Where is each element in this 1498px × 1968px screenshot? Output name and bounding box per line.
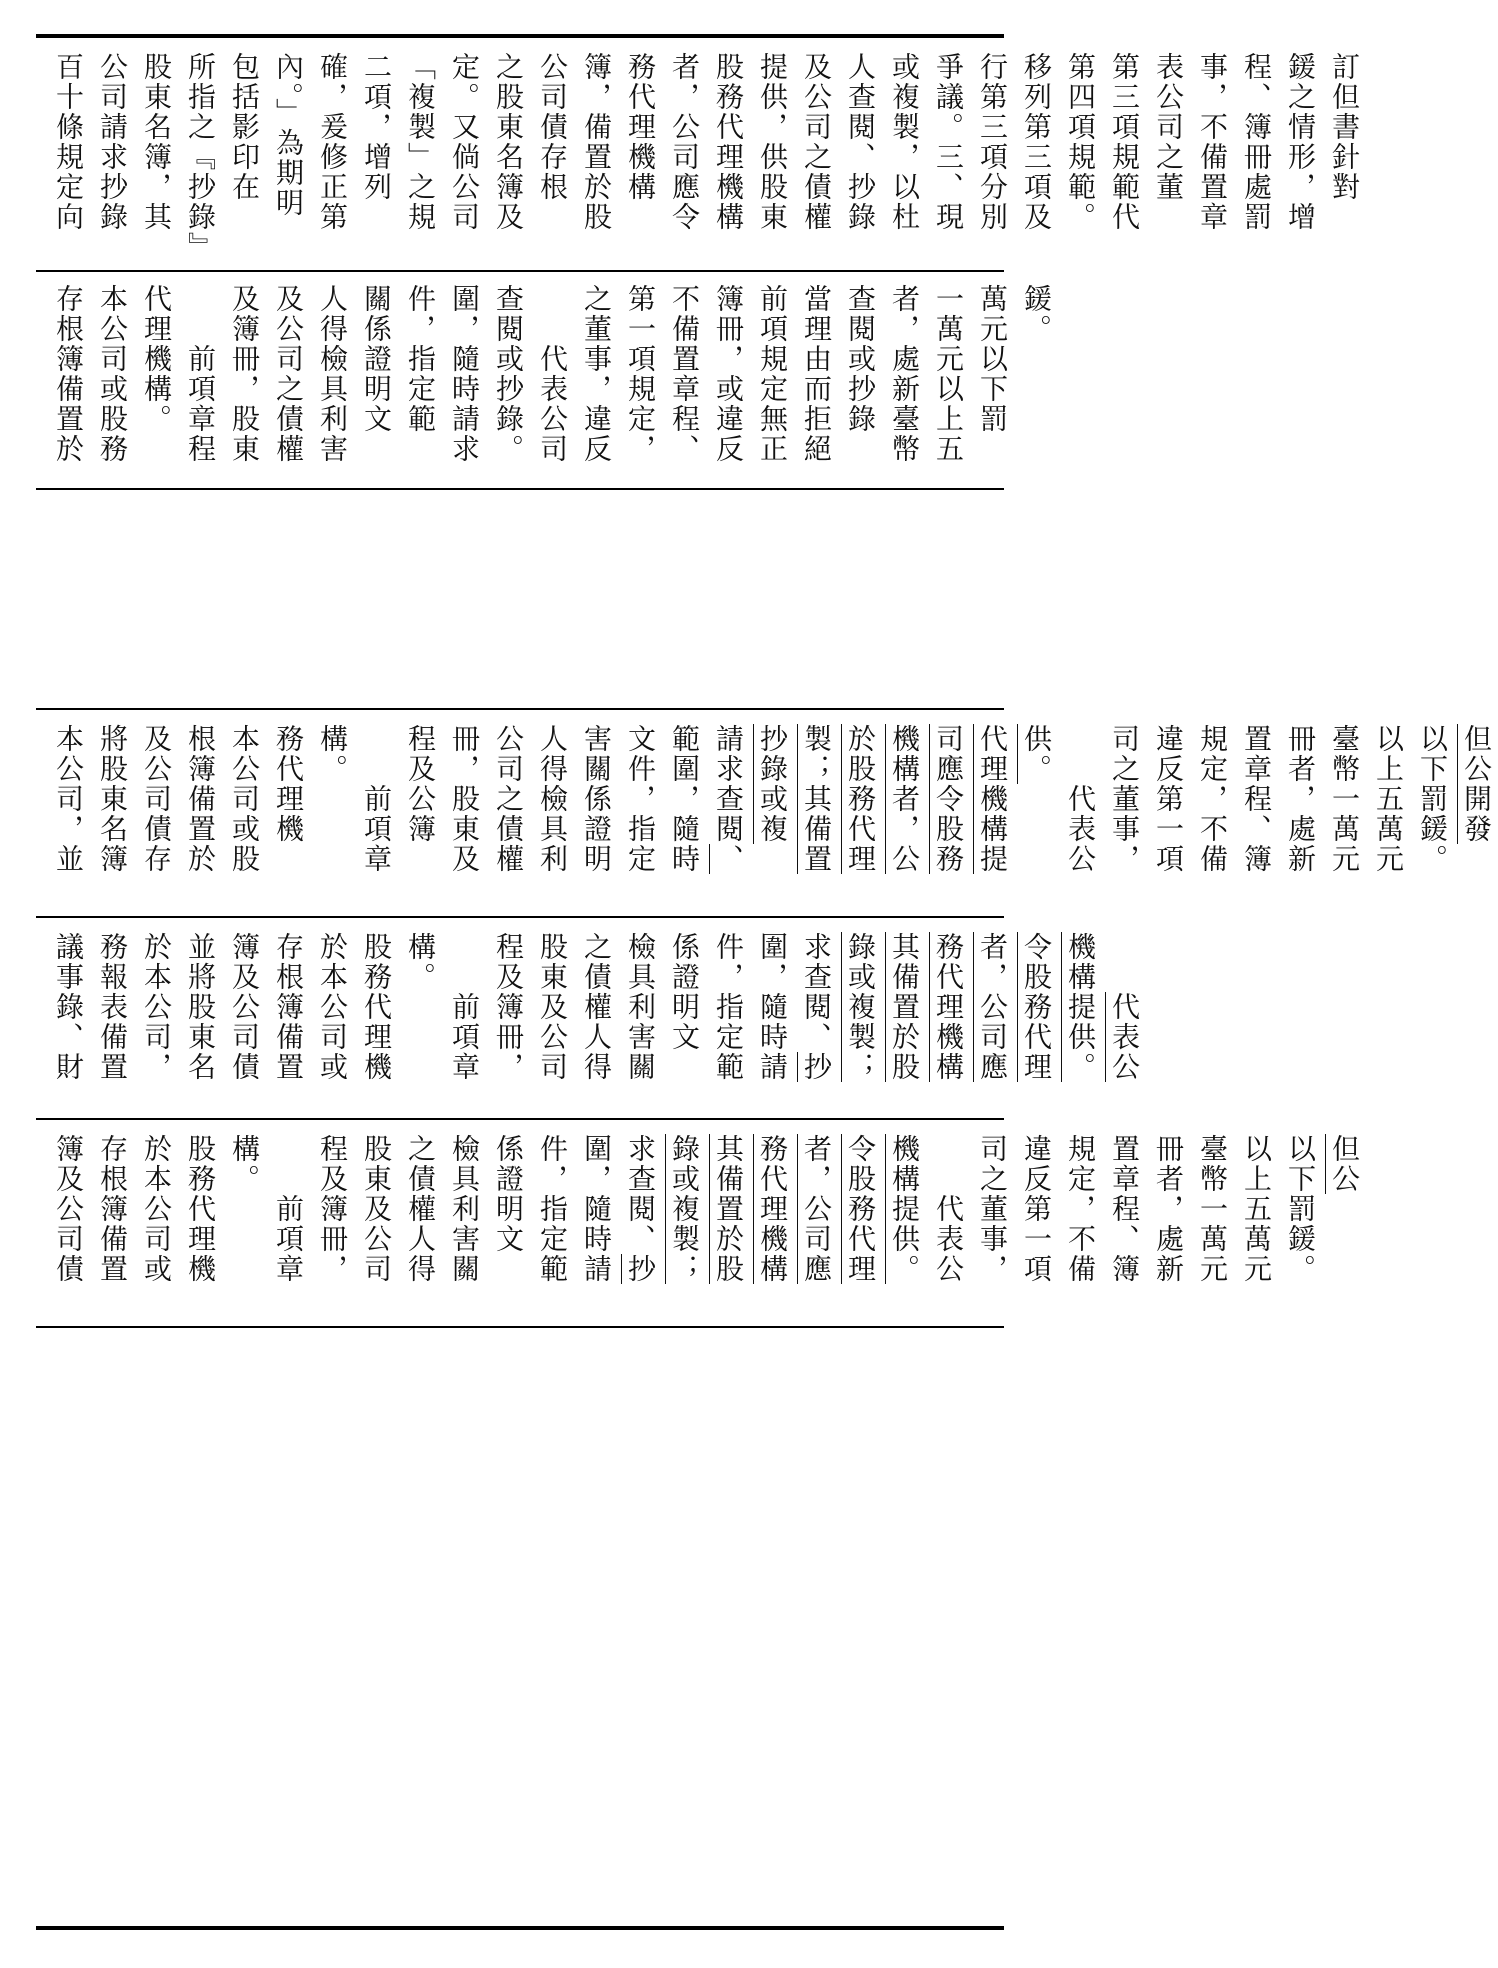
text-segment: 前項章程及簿冊，股東及公司之債權人得檢具利害關係證明文件，指定範圍，隨時請求查閱或抄錄。	[184, 284, 525, 464]
text-segment: 議事錄、財務報表備置於本公司，並將股東名簿及公司債存根簿備置於本公司或股務代理機構。	[52, 932, 437, 1082]
top-left-text	[36, 270, 1053, 488]
text-segment: 、抄錄或複製；其備置於股務代理機構者，公司應令股務代理機構提供。	[712, 724, 1053, 874]
indent	[932, 1134, 965, 1194]
text-segment: 前項章程及簿冊，股東及公司之債權人得檢具利害關係證明文件，指定範圍，隨時請求查閱、	[448, 932, 833, 1082]
text-segment: 抄錄或複製；其備置於股務代理機構者，公司應令股務代理機構提供。	[624, 1134, 921, 1284]
indent	[360, 724, 393, 784]
indent	[1108, 932, 1141, 992]
indent	[272, 1134, 305, 1194]
top-right-column	[36, 38, 1361, 270]
bottom-rule	[36, 1926, 1004, 1930]
text-segment: 本公司，並將股東名簿及公司債存根簿備置於本公司或股務代理機構。	[52, 724, 349, 874]
bottom-col-1	[36, 1120, 1361, 1326]
indent	[1064, 724, 1097, 784]
indent	[536, 284, 569, 344]
top-panel-bottom-rule	[36, 488, 1004, 490]
text-segment: 前項章程及簿冊，股東及公司之債權人得檢具利害關係證明文件，指定範圍，隨時請求查閱、	[272, 1134, 657, 1284]
top-left-column	[36, 270, 1053, 488]
text-segment: 代表公司之董事，違反第一項規定，不備置章程、簿冊，或違反前項規定無正當理由而拒絕查閱或抄錄者，處新臺幣一萬元以上五萬元以下罰鍰。	[536, 284, 1053, 464]
top-panel-divider	[36, 270, 1004, 272]
text-segment: 但公	[1328, 1134, 1361, 1194]
text-segment: 代表公司之董事，違反第一項規定，不備置章程、簿冊者，處新臺幣一萬元以上五萬元以下罰鍰。	[1064, 724, 1449, 874]
text-segment: 抄錄或複製；其備置於股務代理機構者，公司應令股務代理機構提供。	[800, 932, 1097, 1082]
text-segment: 代表公	[1108, 992, 1141, 1082]
bottom-col-3-text	[36, 710, 1493, 916]
text-segment: 百十條規定向公司請求抄錄股東名簿，其所指之『抄錄』包括影印在內。」為期明確，爰修正第二項，增列「複製」之規定。又倘公司之股東名簿及公司債存根簿，備置於股務代理機構者，公司應令股務代理機構提供，供股東及公司之債權人查閱、抄錄或複製，以杜爭議。	[52, 52, 965, 248]
text-segment: 前項章程及公簿冊，股東及公司之債權人得檢具利害關係證明文件，指定範圍，隨時請求查閱	[360, 724, 745, 874]
bottom-col-1-text	[36, 1120, 1361, 1326]
bottom-col-3	[36, 710, 1493, 916]
indent	[448, 932, 481, 992]
top-panel	[36, 38, 1361, 488]
text-segment: 三、現行第三項分別移列第三項及第四項規範。第三項規範代表公司之董事，不備置章程、簿冊處罰鍰之情形，增訂但書針對	[932, 52, 1361, 232]
text-segment: 但公開發	[1460, 724, 1493, 844]
top-right-text	[36, 38, 1361, 270]
text-segment: 存根簿備置於本公司或股務代理機構。	[52, 284, 173, 464]
bottom-col-2-text	[36, 918, 1141, 1118]
bottom-divider-3	[36, 1326, 1004, 1328]
indent	[184, 284, 217, 344]
bottom-panel	[36, 710, 1493, 1926]
text-segment: 簿及公司債存根簿備置於本公司或股務代理機構。	[52, 1134, 261, 1284]
text-segment: 代表公司之董事，違反第一項規定，不備置章程、簿冊者，處新臺幣一萬元以上五萬元以下罰鍰。	[932, 1134, 1317, 1284]
bottom-col-2	[36, 918, 1141, 1118]
